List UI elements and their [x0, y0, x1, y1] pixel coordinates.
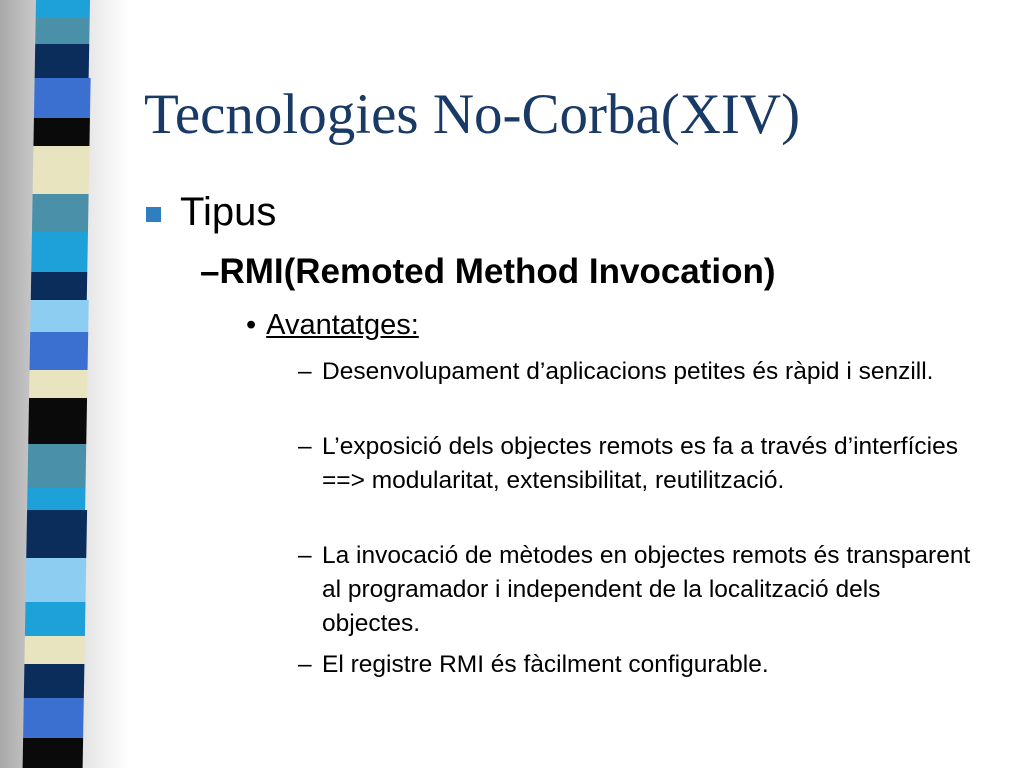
- list-item: [298, 539, 978, 641]
- dash-marker: –: [298, 651, 312, 678]
- dash-marker: –: [298, 433, 312, 460]
- stripe-block: [25, 602, 86, 636]
- stripe-block: [26, 510, 87, 558]
- dash-marker: –: [298, 358, 312, 385]
- stripe-block: [32, 194, 89, 232]
- stripe-block: [27, 444, 86, 488]
- bullet-level1-text: Tipus: [180, 190, 277, 234]
- stripe-block: [25, 558, 86, 602]
- stripe-block: [35, 18, 89, 44]
- stripe-block: [30, 300, 89, 332]
- bullet-level3: [246, 309, 419, 342]
- list-item: [298, 430, 978, 498]
- slide-title: Tecnologies No-Corba(XIV): [144, 83, 801, 146]
- bullet-level2-text: RMI(Remoted Method Invocation): [219, 252, 776, 291]
- stripe-block: [23, 698, 84, 738]
- dash-marker: –: [200, 252, 220, 291]
- list-item-text: La invocació de mètodes en objectes remots és transparent al programador i independent de la localització dels objectes.: [322, 542, 971, 637]
- stripe-block: [36, 0, 90, 18]
- square-bullet-icon: [146, 207, 161, 222]
- list-item-text: El registre RMI és fàcilment configurable.: [322, 651, 769, 678]
- stripe-block: [34, 78, 91, 118]
- stripe-block: [24, 664, 85, 698]
- dash-marker: –: [298, 542, 312, 569]
- stripe-block: [31, 272, 87, 300]
- stripe-block: [27, 488, 85, 510]
- stripe-block: [24, 636, 84, 664]
- dot-bullet-icon: •: [246, 309, 257, 341]
- list-item: [298, 648, 978, 682]
- stripe-block: [23, 738, 84, 768]
- list-item: [298, 355, 978, 389]
- bullet-level3-text: Avantatges:: [266, 309, 419, 341]
- list-item-text: L’exposició dels objectes remots es fa a través d’interfícies ==> modularitat, extensibilitat, reutilització.: [322, 433, 958, 494]
- decorative-stripe: [23, 0, 100, 768]
- stripe-block: [29, 370, 87, 398]
- stripe-block: [35, 44, 90, 78]
- stripe-block: [28, 398, 87, 444]
- stripe-block: [31, 232, 88, 272]
- stripe-block: [33, 118, 89, 146]
- stripe-block: [30, 332, 89, 370]
- stripe-block: [33, 146, 90, 194]
- bullet-level2: [200, 252, 776, 292]
- list-item-text: Desenvolupament d’aplicacions petites és ràpid i senzill.: [322, 358, 934, 385]
